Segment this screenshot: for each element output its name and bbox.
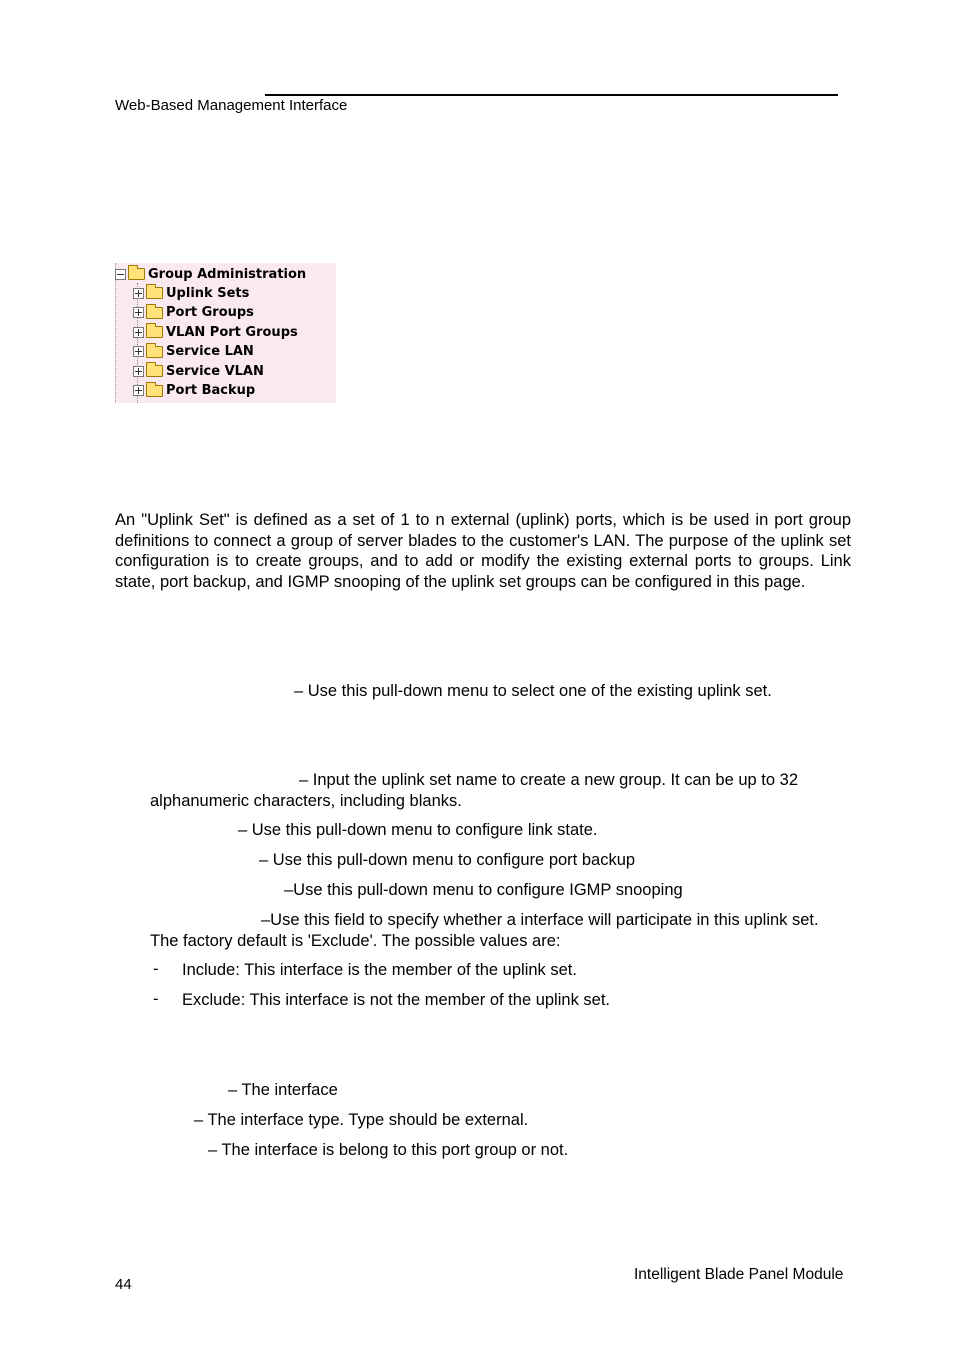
expand-icon[interactable] xyxy=(133,385,144,396)
folder-icon xyxy=(146,326,163,338)
folder-icon xyxy=(146,307,163,319)
name-desc-line2: alphanumeric characters, including blanks. xyxy=(150,792,462,810)
folder-icon xyxy=(146,287,163,299)
tree-node-label: Group Administration xyxy=(148,266,307,282)
tree-dotted-edge xyxy=(115,263,117,403)
intro-paragraph: An "Uplink Set" is defined as a set of 1 to n external (uplink) ports, which is be used in port group definitions to connect a group of server blades to the customer's LAN. The purpose of the uplink set configuration is to create groups, and to add or modify the existing external ports to groups. Link state, port backup, and IGMP snooping of the uplink set groups can be configured in this page. xyxy=(115,511,851,591)
header-rule xyxy=(265,94,838,96)
uplink-set-name-description xyxy=(150,770,851,791)
collapse-icon[interactable] xyxy=(115,269,126,280)
tree-node-label: Service LAN xyxy=(166,344,254,359)
select-uplink-set-description: – Use this pull-down menu to select one of the existing uplink set. xyxy=(294,682,772,700)
tree-node-vlan-port-groups[interactable] xyxy=(133,323,298,341)
tree-node-service-vlan[interactable] xyxy=(133,362,264,380)
tree-node-label: Service VLAN xyxy=(166,363,264,379)
link-state-description: – Use this pull-down menu to configure link state. xyxy=(238,821,598,839)
navigation-tree-screenshot xyxy=(115,263,336,403)
tree-node-label: Uplink Sets xyxy=(166,285,250,301)
folder-icon xyxy=(146,346,163,358)
expand-icon[interactable] xyxy=(133,327,144,338)
port-backup-description: – Use this pull-down menu to configure port backup xyxy=(259,851,636,869)
tree-node-group-administration[interactable] xyxy=(115,265,306,283)
tree-node-label: Port Groups xyxy=(166,305,254,320)
expand-icon[interactable] xyxy=(133,366,144,377)
folder-open-icon xyxy=(128,268,145,280)
expand-icon[interactable] xyxy=(133,288,144,299)
expand-icon[interactable] xyxy=(133,307,144,318)
membership-description: – The interface is belong to this port group or not. xyxy=(208,1141,569,1159)
tree-node-uplink-sets[interactable] xyxy=(133,284,249,302)
bullet-exclude: Exclude: This interface is not the member of the uplink set. xyxy=(182,991,610,1009)
member-description-line1: –Use this field to specify whether a interface will participate in this uplink set. xyxy=(261,911,819,929)
type-description: – The interface type. Type should be external. xyxy=(194,1111,529,1129)
name-desc-line1: – Input the uplink set name to create a new group. It can be up to 32 xyxy=(299,771,798,789)
tree-node-port-groups[interactable] xyxy=(133,304,254,322)
bullet-include: Include: This interface is the member of the uplink set. xyxy=(182,961,577,979)
expand-icon[interactable] xyxy=(133,346,144,357)
igmp-snooping-description: –Use this pull-down menu to configure IGMP snooping xyxy=(284,881,683,899)
tree-node-label: VLAN Port Groups xyxy=(166,324,298,340)
interface-description: – The interface xyxy=(228,1081,338,1099)
tree-node-label: Port Backup xyxy=(166,383,256,398)
footer-title: Intelligent Blade Panel Module xyxy=(634,1266,844,1283)
tree-node-port-backup[interactable] xyxy=(133,382,255,400)
header-title: Web-Based Management Interface xyxy=(115,97,348,114)
folder-icon xyxy=(146,385,163,397)
page-number: 44 xyxy=(115,1276,132,1293)
folder-icon xyxy=(146,365,163,377)
tree-node-service-lan[interactable] xyxy=(133,343,254,361)
bullet-dash: - xyxy=(153,990,159,1008)
bullet-dash: - xyxy=(153,960,159,978)
member-description-line2: The factory default is 'Exclude'. The possible values are: xyxy=(150,932,561,950)
